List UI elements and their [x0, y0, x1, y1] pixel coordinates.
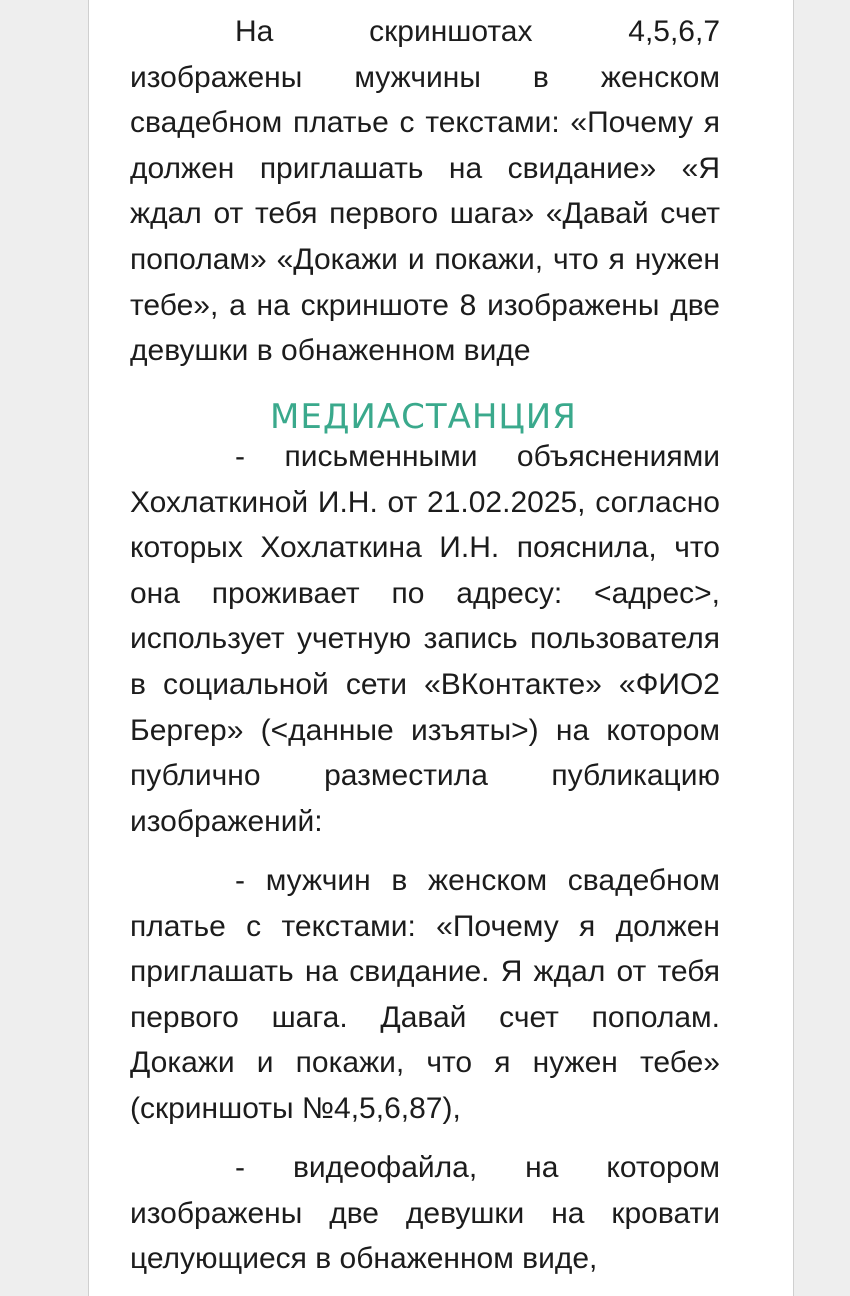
- paragraph-men-images: - мужчин в женском свадебном платье с текстами: «Почему я должен приглашать на свидание. Я ждал от тебя первого шага. Давай счет пополам. Докажи и покажи, что я нужен тебе» (скриншоты №4,5,6,87),: [130, 864, 720, 1125]
- paragraph-videofile: - видеофайла, на котором изображены две девушки на кровати целующиеся в обнаженном виде,: [130, 1151, 720, 1276]
- paragraph-screenshots-description: На скриншотах 4,5,6,7 изображены мужчины в женском свадебном платье с текстами: «Почему я должен приглашать на свидание» «Я ждал от тебя первого шага» «Давай счет пополам» «Докажи и покажи, что я нужен тебе», а на скриншоте 8 изображены две девушки в обнаженном виде: [130, 15, 720, 368]
- watermark-logo: [270, 392, 610, 438]
- watermark-text: МЕДИАСТАНЦИЯ: [270, 397, 577, 437]
- paragraph-explanations: - письменными объяснениями Хохлаткиной И.Н. от 21.02.2025, согласно которых Хохлаткина И.Н. пояснила, что она проживает по адресу: <адрес>, использует учетную запись пользователя в социальной сети «ВКонтакте» «ФИО2 Бергер» (<данные изъяты>) на котором публично разместила публикацию изображений:: [130, 440, 720, 838]
